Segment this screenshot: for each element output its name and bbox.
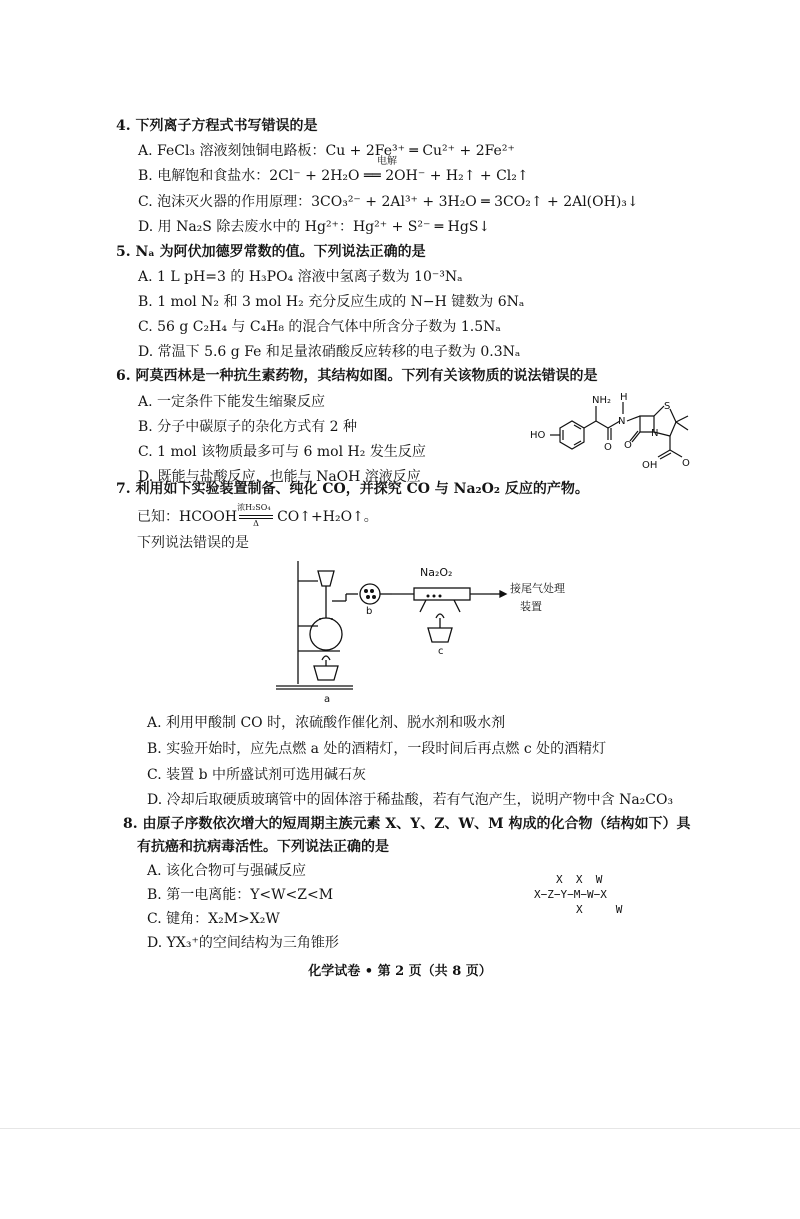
tail-gas-label: 接尾气处理 <box>510 582 565 595</box>
q6-option-c: C. 1 mol 该物质最多可与 6 mol H₂ 发生反应 <box>138 444 426 460</box>
xyzwm-structure <box>534 872 674 917</box>
nh2-label: NH₂ <box>592 395 612 406</box>
q5-option-b: B. 1 mol N₂ 和 3 mol H₂ 充分反应生成的 N−H 键数为 6Nₐ <box>138 294 525 310</box>
q7-option-c: C. 装置 b 中所盛试剂可选用碱石灰 <box>147 767 366 783</box>
h-label: H <box>620 392 628 403</box>
ring-n-label: N <box>651 428 659 439</box>
apparatus-a-label: a <box>324 694 331 704</box>
q8-stem-line1: 8. 由原子序数依次增大的短周期主族元素 X、Y、Z、W、M 构成的化合物（结构如下）具 <box>123 816 691 832</box>
q6-option-d: D. 既能与盐酸反应，也能与 NaOH 溶液反应 <box>138 469 421 485</box>
q4-option-d: D. 用 Na₂S 除去废水中的 Hg²⁺：Hg²⁺ + S²⁻ ═ HgS↓ <box>138 219 491 235</box>
amide-o-label: O <box>604 442 612 453</box>
bottom-divider <box>0 1128 800 1129</box>
q4-option-a: A. FeCl₃ 溶液刻蚀铜电路板：Cu + 2Fe³⁺ ═ Cu²⁺ + 2Fe²⁺ <box>138 143 515 159</box>
arrow-line <box>239 515 273 516</box>
q7-known-rest: CO↑+H₂O↑。 <box>277 509 378 525</box>
q4-stem: 4. 下列离子方程式书写错误的是 <box>116 118 318 134</box>
apparatus-c-label: c <box>438 646 444 657</box>
acid-o-label: O <box>682 458 690 469</box>
structure-middle-row: X−Z−Y−M−W−X <box>534 888 607 901</box>
q8-option-a: A. 该化合物可与强碱反应 <box>147 863 307 879</box>
q7-sub: 下列说法错误的是 <box>137 535 249 551</box>
q6-option-b: B. 分子中碳原子的杂化方式有 2 种 <box>138 419 357 435</box>
q7-stem: 7. 利用如下实验装置制备、纯化 CO，并探究 CO 与 Na₂O₂ 反应的产物。 <box>116 481 589 497</box>
q7-option-b: B. 实验开始时，应先点燃 a 处的酒精灯，一段时间后再点燃 c 处的酒精灯 <box>147 741 607 757</box>
q7-reaction-arrow <box>237 503 277 528</box>
apparatus-b-label: b <box>366 606 373 617</box>
q5-option-c: C. 56 g C₂H₄ 与 C₄H₈ 的混合气体中所含分子数为 1.5Nₐ <box>138 319 501 335</box>
q7-cond-bottom: Δ <box>253 519 259 528</box>
oh-label: OH <box>642 460 658 471</box>
q6-option-a: A. 一定条件下能发生缩聚反应 <box>138 394 326 410</box>
q4-electrolysis-condition: 电解 <box>377 156 397 167</box>
s-label: S <box>664 401 671 412</box>
q4-option-b: B. 电解饱和食盐水：2Cl⁻ + 2H₂O ══ 2OH⁻ + H₂↑ + Cl₂↑ <box>138 168 529 184</box>
q5-option-a: A. 1 L pH=3 的 H₃PO₄ 溶液中氢离子数为 10⁻³Nₐ <box>138 269 463 285</box>
q7-known <box>137 503 378 528</box>
q4-option-c: C. 泡沫灭火器的作用原理：3CO₃²⁻ + 2Al³⁺ + 3H₂O ═ 3CO₂↑ + 2Al(OH)₃↓ <box>138 194 639 210</box>
q8-option-c: C. 键角：X₂M>X₂W <box>147 911 280 927</box>
apparatus-diagram <box>268 556 568 704</box>
amide-n-label: N <box>618 416 626 427</box>
q5-option-d: D. 常温下 5.6 g Fe 和足量浓硝酸反应转移的电子数为 0.3Nₐ <box>138 344 521 360</box>
amoxicillin-structure <box>520 378 705 476</box>
tail-gas-label-2: 装置 <box>520 600 542 613</box>
q5-stem: 5. Nₐ 为阿伏加德罗常数的值。下列说法正确的是 <box>116 244 426 260</box>
q8-option-d: D. YX₃⁺的空间结构为三角锥形 <box>147 935 339 951</box>
q6-stem: 6. 阿莫西林是一种抗生素药物，其结构如图。下列有关该物质的说法错误的是 <box>116 368 598 384</box>
lactam-o-label: O <box>624 440 632 451</box>
q7-known-prefix: 已知：HCOOH <box>137 509 238 525</box>
structure-top-row: X X W <box>556 873 603 886</box>
q7-option-d: D. 冷却后取硬质玻璃管中的固体溶于稀盐酸，若有气泡产生，说明产物中含 Na₂CO₃ <box>147 792 674 808</box>
q8-option-b: B. 第一电离能：Y<W<Z<M <box>147 887 334 903</box>
ho-label: HO <box>530 430 546 441</box>
q8-stem-line2: 有抗癌和抗病毒活性。下列说法正确的是 <box>137 839 389 855</box>
structure-bottom-row: X W <box>576 903 623 916</box>
page-footer: 化学试卷 • 第 2 页（共 8 页） <box>308 964 492 979</box>
na2o2-label: Na₂O₂ <box>420 566 453 579</box>
q7-cond-top: 浓H₂SO₄ <box>237 503 271 512</box>
q7-option-a: A. 利用甲酸制 CO 时，浓硫酸作催化剂、脱水剂和吸水剂 <box>147 715 506 731</box>
